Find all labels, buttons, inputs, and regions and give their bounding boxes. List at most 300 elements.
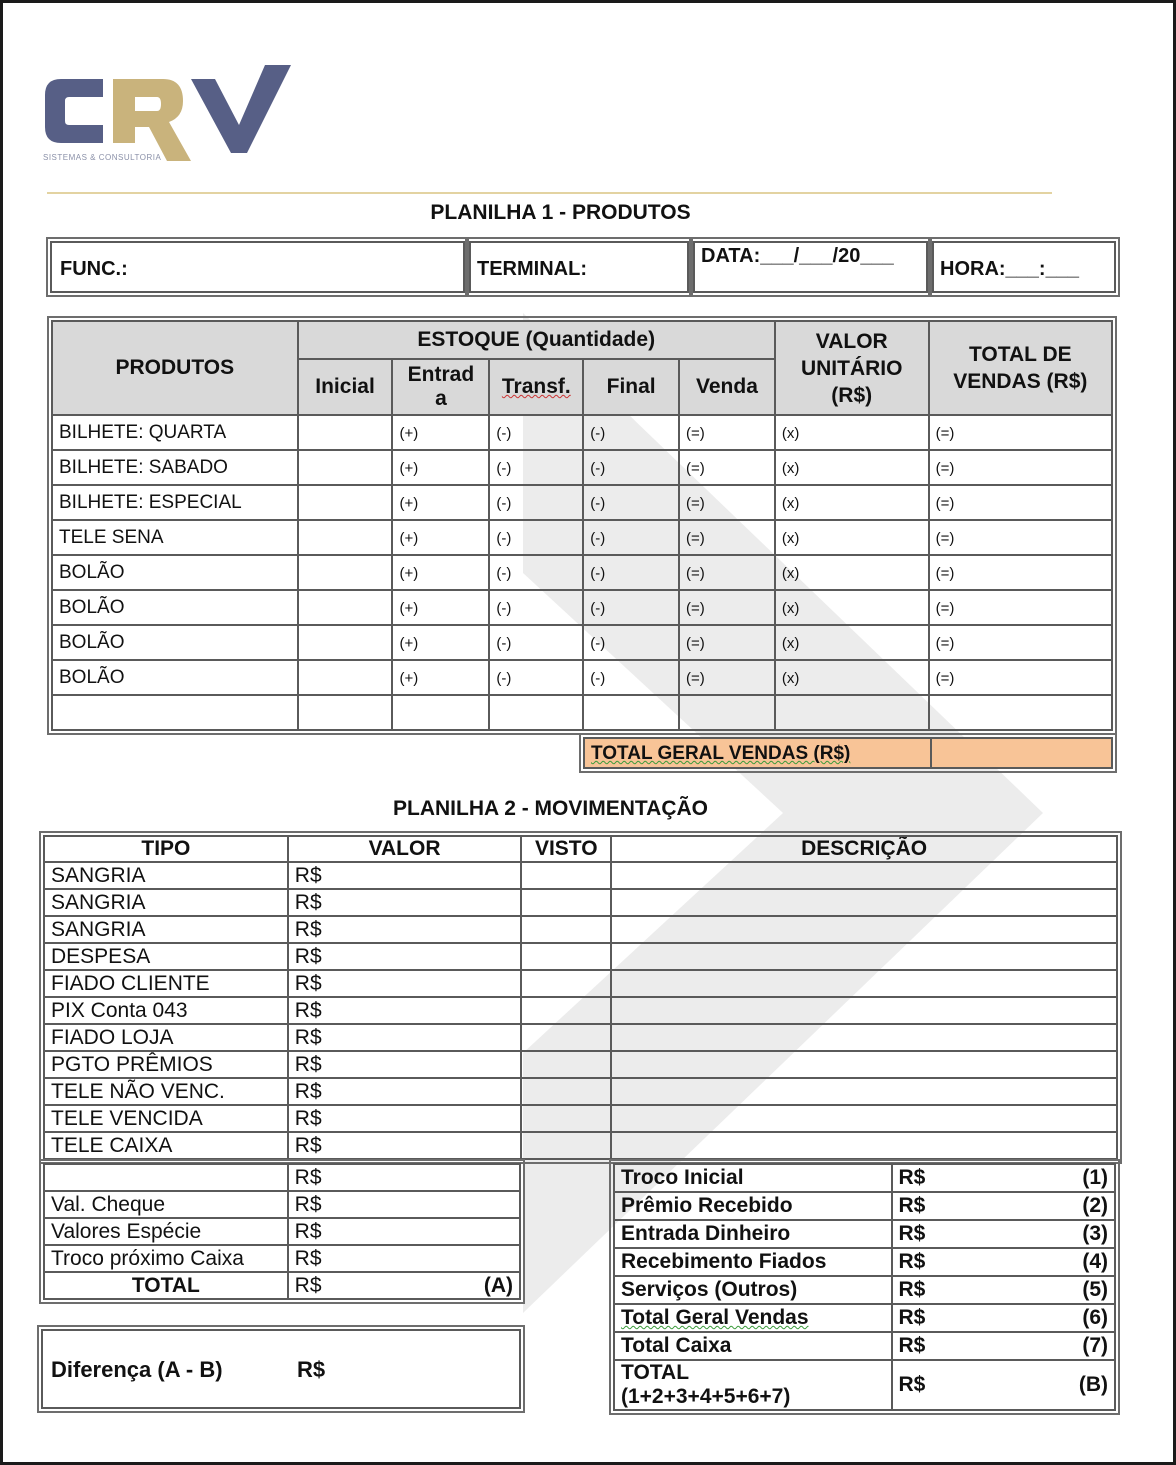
left-summary-label-text: Troco próximo Caixa (51, 1246, 244, 1270)
venda-cell[interactable] (679, 660, 775, 695)
movement-row (44, 997, 1117, 1024)
entrada-cell[interactable] (392, 450, 489, 485)
transf-cell[interactable] (489, 590, 583, 625)
product-row (52, 660, 1112, 695)
valor-cell[interactable] (288, 1051, 521, 1078)
final-cell-text: (-) (590, 495, 606, 512)
entrada-cell-text: (+) (399, 635, 419, 652)
left-summary-value-text: R$ (294, 1246, 322, 1270)
valor-cell[interactable] (288, 1024, 521, 1051)
total-geral-vendas-label: TOTAL GERAL VENDAS (R$) (591, 743, 851, 764)
header-valor: VALOR (288, 836, 521, 862)
right-summary-value-text: R$ (898, 1250, 926, 1273)
product-name[interactable] (52, 555, 298, 590)
tipo-cell (44, 1132, 288, 1159)
left-summary-value[interactable] (288, 1164, 520, 1191)
descricao-cell[interactable] (611, 889, 1117, 916)
entrada-cell-text: (+) (399, 425, 419, 442)
valor-unitario-cell-text: (x) (781, 600, 800, 617)
terminal-field[interactable] (469, 241, 689, 293)
total-vendas-cell-text: (=) (935, 460, 955, 477)
valor-cell[interactable] (288, 916, 521, 943)
header-venda: Venda (679, 359, 775, 415)
valor-unitario-cell-text: (x) (781, 460, 800, 477)
right-summary-label-text: Serviços (Outros) (621, 1278, 798, 1301)
right-summary-ref: (7) (1082, 1334, 1108, 1357)
tipo-cell (44, 862, 288, 889)
inicial-cell[interactable] (298, 625, 393, 660)
transf-cell-text: (-) (496, 670, 512, 687)
venda-cell[interactable] (679, 555, 775, 590)
product-name[interactable] (52, 520, 298, 555)
movement-row (44, 943, 1117, 970)
visto-cell[interactable] (521, 997, 611, 1024)
transf-cell[interactable] (489, 485, 583, 520)
product-name-text: BOLÃO (59, 631, 125, 653)
total-vendas-cell[interactable] (929, 660, 1112, 695)
left-summary-row (44, 1164, 520, 1191)
right-summary-value-text: R$ (898, 1194, 926, 1217)
visto-cell[interactable] (521, 1051, 611, 1078)
left-summary-value[interactable] (288, 1272, 520, 1299)
descricao-cell[interactable] (611, 862, 1117, 889)
left-summary-value-text: R$ (294, 1165, 322, 1189)
func-field[interactable] (50, 241, 465, 293)
tipo-cell (44, 997, 288, 1024)
header-entrada: Entrad a (392, 359, 489, 415)
valor-cell[interactable] (288, 970, 521, 997)
venda-cell[interactable] (679, 625, 775, 660)
entrada-cell-text: (+) (399, 670, 419, 687)
entrada-cell[interactable] (392, 625, 489, 660)
venda-cell[interactable] (679, 590, 775, 625)
product-row (52, 590, 1112, 625)
left-summary-value[interactable] (288, 1218, 520, 1245)
right-summary-value-text: R$ (898, 1373, 926, 1396)
left-summary-table (43, 1163, 521, 1300)
header-valor-unitario: VALOR UNITÁRIO (R$) (775, 321, 929, 415)
blank-cell[interactable] (679, 695, 775, 730)
planilha1-title: PLANILHA 1 - PRODUTOS (430, 201, 691, 224)
product-name[interactable] (52, 590, 298, 625)
entrada-cell[interactable] (392, 520, 489, 555)
right-summary-value-text: R$ (898, 1166, 926, 1189)
product-name[interactable] (52, 660, 298, 695)
data-field[interactable] (693, 241, 928, 293)
blank-cell[interactable] (298, 695, 393, 730)
blank-cell[interactable] (775, 695, 929, 730)
total-vendas-cell[interactable] (929, 555, 1112, 590)
right-summary-label (614, 1360, 892, 1410)
left-summary-label-text: Val. Cheque (51, 1192, 166, 1216)
product-name[interactable] (52, 625, 298, 660)
valor-unitario-cell[interactable] (775, 450, 929, 485)
valor-text: R$ (294, 944, 322, 968)
descricao-cell[interactable] (611, 1078, 1117, 1105)
left-summary-label (44, 1218, 288, 1245)
right-summary-ref: (1) (1082, 1166, 1108, 1189)
blank-cell[interactable] (52, 695, 298, 730)
product-name[interactable] (52, 485, 298, 520)
right-summary-ref: (5) (1082, 1278, 1108, 1301)
venda-cell-text: (=) (686, 670, 705, 687)
left-summary-row (44, 1218, 520, 1245)
right-summary-value[interactable] (892, 1332, 1116, 1360)
final-cell[interactable] (583, 520, 679, 555)
header-transf: Transf. (501, 375, 571, 398)
left-summary-label (44, 1272, 288, 1299)
product-row-blank (52, 695, 1112, 730)
product-row (52, 625, 1112, 660)
tipo-cell (44, 1105, 288, 1132)
right-summary-value[interactable] (892, 1276, 1116, 1304)
left-summary-row (44, 1191, 520, 1218)
right-summary-label-text: Total Caixa (621, 1334, 732, 1357)
final-cell[interactable] (583, 450, 679, 485)
right-summary-label (614, 1276, 892, 1304)
total-vendas-cell[interactable] (929, 485, 1112, 520)
right-summary-label-text: Entrada Dinheiro (621, 1222, 791, 1245)
descricao-cell[interactable] (611, 1051, 1117, 1078)
valor-text: R$ (294, 1052, 322, 1076)
blank-cell[interactable] (929, 695, 1112, 730)
blank-cell[interactable] (392, 695, 489, 730)
valor-text: R$ (294, 863, 322, 887)
final-cell-text: (-) (590, 530, 606, 547)
header-visto: VISTO (521, 836, 611, 862)
entrada-cell[interactable] (392, 555, 489, 590)
right-summary-label (614, 1220, 892, 1248)
total-geral-vendas-row (583, 737, 1113, 769)
right-summary-value-text: R$ (898, 1222, 926, 1245)
movement-row (44, 1078, 1117, 1105)
valor-cell[interactable] (288, 1078, 521, 1105)
descricao-cell[interactable] (611, 1105, 1117, 1132)
venda-cell[interactable] (679, 415, 775, 450)
tipo-cell (44, 1051, 288, 1078)
valor-cell[interactable] (288, 889, 521, 916)
product-row (52, 555, 1112, 590)
valor-text: R$ (294, 1079, 322, 1103)
final-cell[interactable] (583, 415, 679, 450)
venda-cell[interactable] (679, 520, 775, 555)
left-summary-value[interactable] (288, 1191, 520, 1218)
right-summary-value-text: R$ (898, 1278, 926, 1301)
right-summary-ref: (2) (1082, 1194, 1108, 1217)
right-summary-value[interactable] (892, 1248, 1116, 1276)
tipo-text: DESPESA (51, 944, 151, 968)
visto-cell[interactable] (521, 970, 611, 997)
right-summary-ref: (4) (1082, 1250, 1108, 1273)
descricao-cell[interactable] (611, 970, 1117, 997)
valor-cell[interactable] (288, 997, 521, 1024)
inicial-cell[interactable] (298, 415, 393, 450)
total-vendas-cell-text: (=) (935, 635, 955, 652)
visto-cell[interactable] (521, 1105, 611, 1132)
product-name-text: BILHETE: QUARTA (59, 421, 227, 443)
descricao-cell[interactable] (611, 916, 1117, 943)
venda-cell-text: (=) (686, 460, 705, 477)
valor-unitario-cell[interactable] (775, 415, 929, 450)
total-vendas-cell[interactable] (929, 450, 1112, 485)
product-name-text: BOLÃO (59, 666, 125, 688)
right-summary-label-text: TOTAL (621, 1361, 690, 1384)
valor-unitario-cell-text: (x) (781, 635, 800, 652)
valor-cell[interactable] (288, 943, 521, 970)
venda-cell[interactable] (679, 450, 775, 485)
right-summary-label-text: Recebimento Fiados (621, 1250, 827, 1273)
visto-cell[interactable] (521, 862, 611, 889)
right-summary-value[interactable] (892, 1192, 1116, 1220)
diferenca-label: Diferença (A - B) (51, 1357, 223, 1382)
left-summary-row (44, 1245, 520, 1272)
visto-cell[interactable] (521, 1132, 611, 1159)
transf-cell[interactable] (489, 415, 583, 450)
tipo-cell (44, 1078, 288, 1105)
header-descricao: DESCRIÇÃO (611, 836, 1117, 862)
func-label: FUNC.: (60, 258, 128, 280)
right-summary-ref: (3) (1082, 1222, 1108, 1245)
venda-cell-text: (=) (686, 495, 705, 512)
right-summary-value-text: R$ (898, 1306, 926, 1329)
inicial-cell[interactable] (298, 660, 393, 695)
total-vendas-cell-text: (=) (935, 565, 955, 582)
left-summary-label (44, 1245, 288, 1272)
left-summary-label-text: Valores Espécie (51, 1219, 202, 1243)
final-cell[interactable] (583, 625, 679, 660)
valor-unitario-cell[interactable] (775, 625, 929, 660)
left-summary-label (44, 1191, 288, 1218)
transf-cell[interactable] (489, 450, 583, 485)
right-summary-label-formula: (1+2+3+4+5+6+7) (621, 1385, 791, 1408)
visto-cell[interactable] (521, 916, 611, 943)
descricao-cell[interactable] (611, 1132, 1117, 1159)
total-vendas-cell[interactable] (929, 625, 1112, 660)
entrada-cell-text: (+) (399, 495, 419, 512)
entrada-cell-text: (+) (399, 600, 419, 617)
left-summary-label (44, 1164, 288, 1191)
descricao-cell[interactable] (611, 943, 1117, 970)
right-summary-row (614, 1248, 1115, 1276)
valor-text: R$ (294, 1106, 322, 1130)
tipo-text: FIADO CLIENTE (51, 971, 210, 995)
valor-unitario-cell[interactable] (775, 590, 929, 625)
product-row (52, 520, 1112, 555)
diferenca-box[interactable] (41, 1329, 521, 1409)
movement-row (44, 1132, 1117, 1159)
logo-subtitle: SISTEMAS & CONSULTORIA (43, 153, 162, 162)
tipo-cell (44, 943, 288, 970)
movement-row (44, 970, 1117, 997)
visto-cell[interactable] (521, 1078, 611, 1105)
total-vendas-cell-text: (=) (935, 530, 955, 547)
diferenca-value: R$ (297, 1357, 326, 1382)
valor-unitario-cell[interactable] (775, 555, 929, 590)
right-summary-value-text: R$ (898, 1334, 926, 1357)
tipo-text: SANGRIA (51, 890, 146, 914)
movement-row (44, 1105, 1117, 1132)
entrada-cell-text: (+) (399, 460, 419, 477)
final-cell-text: (-) (590, 670, 606, 687)
inicial-cell[interactable] (298, 485, 393, 520)
tipo-text: TELE CAIXA (51, 1133, 173, 1157)
venda-cell-text: (=) (686, 635, 705, 652)
header-total-vendas: TOTAL DE VENDAS (R$) (929, 321, 1112, 415)
valor-text: R$ (294, 890, 322, 914)
transf-cell-text: (-) (496, 565, 512, 582)
products-table (51, 320, 1113, 731)
inicial-cell[interactable] (298, 520, 393, 555)
entrada-cell[interactable] (392, 660, 489, 695)
tipo-text: PIX Conta 043 (51, 998, 188, 1022)
transf-cell-text: (-) (496, 495, 512, 512)
tipo-text: FIADO LOJA (51, 1025, 174, 1049)
entrada-cell[interactable] (392, 485, 489, 520)
transf-cell-text: (-) (496, 635, 512, 652)
total-vendas-cell[interactable] (929, 415, 1112, 450)
left-summary-row (44, 1272, 520, 1299)
right-summary-value[interactable] (892, 1220, 1116, 1248)
right-summary-label (614, 1248, 892, 1276)
tipo-text: SANGRIA (51, 863, 146, 887)
descricao-cell[interactable] (611, 997, 1117, 1024)
right-summary-row (614, 1304, 1115, 1332)
left-summary-value-text: R$ (294, 1192, 322, 1216)
valor-text: R$ (294, 1025, 322, 1049)
final-cell-text: (-) (590, 425, 606, 442)
left-summary-label-text: TOTAL (131, 1273, 200, 1297)
right-summary-row (614, 1220, 1115, 1248)
venda-cell-text: (=) (686, 425, 705, 442)
valor-unitario-cell-text: (x) (781, 565, 800, 582)
tipo-text: TELE VENCIDA (51, 1106, 203, 1130)
inicial-cell[interactable] (298, 590, 393, 625)
product-name-text: BOLÃO (59, 596, 125, 618)
valor-unitario-cell[interactable] (775, 520, 929, 555)
hora-field[interactable] (932, 241, 1116, 293)
valor-unitario-cell[interactable] (775, 660, 929, 695)
right-summary-label (614, 1332, 892, 1360)
venda-cell-text: (=) (686, 600, 705, 617)
planilha2-title: PLANILHA 2 - MOVIMENTAÇÃO (393, 797, 708, 820)
left-summary-value-text: R$ (294, 1273, 322, 1297)
hora-label: HORA:___:___ (940, 258, 1079, 280)
right-summary-label (614, 1304, 892, 1332)
final-cell[interactable] (583, 485, 679, 520)
transf-cell-text: (-) (496, 460, 512, 477)
total-vendas-cell[interactable] (929, 520, 1112, 555)
transf-cell-text: (-) (496, 425, 512, 442)
final-cell[interactable] (583, 555, 679, 590)
valor-unitario-cell[interactable] (775, 485, 929, 520)
inicial-cell[interactable] (298, 450, 393, 485)
left-summary-ref: (A) (483, 1273, 513, 1297)
right-summary-row (614, 1164, 1115, 1192)
transf-cell[interactable] (489, 660, 583, 695)
movement-row (44, 889, 1117, 916)
right-summary-value[interactable] (892, 1360, 1116, 1410)
right-summary-ref: (B) (1078, 1373, 1108, 1396)
valor-cell[interactable] (288, 1105, 521, 1132)
final-cell[interactable] (583, 660, 679, 695)
final-cell[interactable] (583, 590, 679, 625)
tipo-text: TELE NÃO VENC. (51, 1079, 225, 1103)
transf-cell-text: (-) (496, 600, 512, 617)
entrada-cell[interactable] (392, 415, 489, 450)
visto-cell[interactable] (521, 943, 611, 970)
valor-unitario-cell-text: (x) (781, 495, 800, 512)
blank-cell[interactable] (583, 695, 679, 730)
valor-cell[interactable] (288, 862, 521, 889)
product-name[interactable] (52, 450, 298, 485)
descricao-cell[interactable] (611, 1024, 1117, 1051)
valor-text: R$ (294, 971, 322, 995)
valor-unitario-cell-text: (x) (781, 530, 800, 547)
product-name-text: BOLÃO (59, 561, 125, 583)
tipo-cell (44, 889, 288, 916)
blank-cell[interactable] (489, 695, 583, 730)
left-summary-value[interactable] (288, 1245, 520, 1272)
movement-row (44, 916, 1117, 943)
product-name-text: BILHETE: SABADO (59, 456, 228, 478)
total-vendas-cell-text: (=) (935, 670, 955, 687)
total-vendas-cell-text: (=) (935, 425, 955, 442)
inicial-cell[interactable] (298, 555, 393, 590)
right-summary-row (614, 1276, 1115, 1304)
valor-unitario-cell-text: (x) (781, 670, 800, 687)
transf-cell[interactable] (489, 520, 583, 555)
venda-cell[interactable] (679, 485, 775, 520)
final-cell-text: (-) (590, 565, 606, 582)
venda-cell-text: (=) (686, 565, 705, 582)
total-vendas-cell[interactable] (929, 590, 1112, 625)
header-inicial: Inicial (298, 359, 393, 415)
final-cell-text: (-) (590, 460, 606, 477)
visto-cell[interactable] (521, 889, 611, 916)
venda-cell-text: (=) (686, 530, 705, 547)
transf-cell-text: (-) (496, 530, 512, 547)
movement-row (44, 1051, 1117, 1078)
header-divider (47, 192, 1052, 194)
entrada-cell[interactable] (392, 590, 489, 625)
header-estoque: ESTOQUE (Quantidade) (298, 321, 775, 359)
total-vendas-cell-text: (=) (935, 600, 955, 617)
right-summary-table (613, 1163, 1116, 1411)
right-summary-value[interactable] (892, 1164, 1116, 1192)
right-summary-row (614, 1360, 1115, 1410)
data-label: DATA:___/___/20___ (701, 245, 894, 267)
right-summary-row (614, 1192, 1115, 1220)
entrada-cell-text: (+) (399, 565, 419, 582)
transf-cell[interactable] (489, 555, 583, 590)
right-summary-row (614, 1332, 1115, 1360)
right-summary-ref: (6) (1082, 1306, 1108, 1329)
left-summary-value-text: R$ (294, 1219, 322, 1243)
valor-cell[interactable] (288, 1132, 521, 1159)
header-produtos: PRODUTOS (52, 321, 298, 415)
valor-text: R$ (294, 1133, 322, 1157)
transf-cell[interactable] (489, 625, 583, 660)
visto-cell[interactable] (521, 1024, 611, 1051)
movements-table (43, 835, 1118, 1160)
right-summary-label (614, 1192, 892, 1220)
tipo-cell (44, 916, 288, 943)
product-row (52, 415, 1112, 450)
right-summary-value[interactable] (892, 1304, 1116, 1332)
valor-unitario-cell-text: (x) (781, 425, 800, 442)
product-name[interactable] (52, 415, 298, 450)
product-name-text: BILHETE: ESPECIAL (59, 491, 242, 513)
